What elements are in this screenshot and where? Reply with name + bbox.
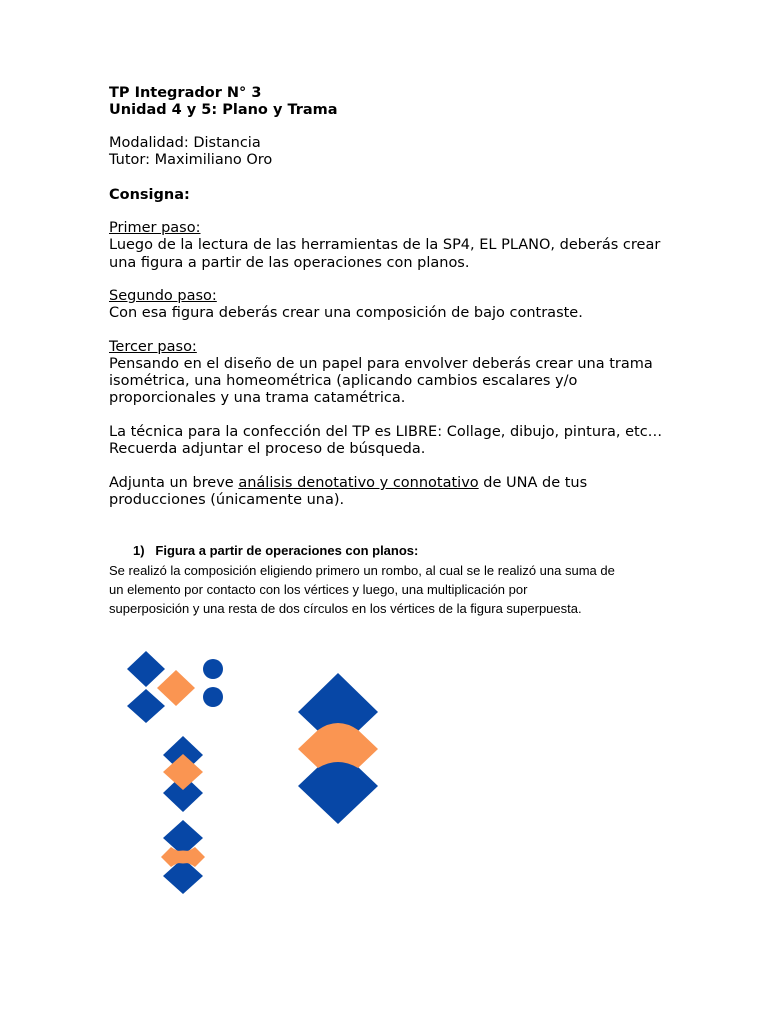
adjunta-post: de UNA de tus [478,475,588,491]
consigna-heading: Consigna: [109,187,190,203]
figure-step-sum [127,651,223,723]
primer-paso-line1: Luego de la lectura de las herramientas de la SP4, EL PLANO, deberás crear [109,237,661,253]
tecnica-line2: Recuerda adjuntar el proceso de búsqueda. [109,441,426,457]
blue-rhombus-top [127,651,165,687]
section-line3: superposición y una resta de dos círculos en los vértices de la figura superpuesta. [109,601,582,616]
modalidad-text: Modalidad: Distancia [109,135,261,151]
large-orange-shape [298,723,378,768]
primer-paso-label: Primer paso: [109,220,201,236]
figures-illustration [0,630,768,910]
adjunta-line1 [109,475,709,492]
adjunta-underlined: análisis denotativo y connotativo [238,475,479,491]
section-line1: Se realizó la composición eligiendo primero un rombo, al cual se le realizó una suma de [109,563,615,578]
section-heading [133,543,418,558]
tercer-paso-line2: isométrica, una homeométrica (aplicando cambios escalares y/o [109,373,578,389]
figure-step-multiply [163,736,203,812]
adjunta-line2: producciones (únicamente una). [109,492,345,508]
orange-rhombus [157,670,195,706]
section-number: 1) [133,543,145,558]
tutor-text: Tutor: Maximiliano Oro [109,152,273,168]
tercer-paso-line1: Pensando en el diseño de un papel para envolver deberás crear una trama [109,356,653,372]
segundo-paso-line1: Con esa figura deberás crear una composición de bajo contraste. [109,305,583,321]
doc-title: TP Integrador N° 3 [109,85,262,101]
section-title: Figura a partir de operaciones con planos: [155,543,419,558]
segundo-paso-label: Segundo paso: [109,288,217,304]
tecnica-line1: La técnica para la confección del TP es LIBRE: Collage, dibujo, pintura, etc… [109,424,663,440]
tercer-paso-label: Tercer paso: [109,339,197,355]
doc-subtitle: Unidad 4 y 5: Plano y Trama [109,102,338,118]
blue-rhombus-bottom [127,689,165,723]
blue-circle-bottom [203,687,223,707]
primer-paso-line2: una figura a partir de las operaciones con planos. [109,255,470,271]
blue-circle-top [203,659,223,679]
figure-step-subtract [161,820,205,894]
tercer-paso-line3: proporcionales y una trama catamétrica. [109,390,406,406]
section-paragraph [109,561,669,618]
figure-final-large [298,673,378,824]
adjunta-pre: Adjunta un breve [109,475,239,491]
section-line2: un elemento por contacto con los vértices y luego, una multiplicación por [109,582,528,597]
